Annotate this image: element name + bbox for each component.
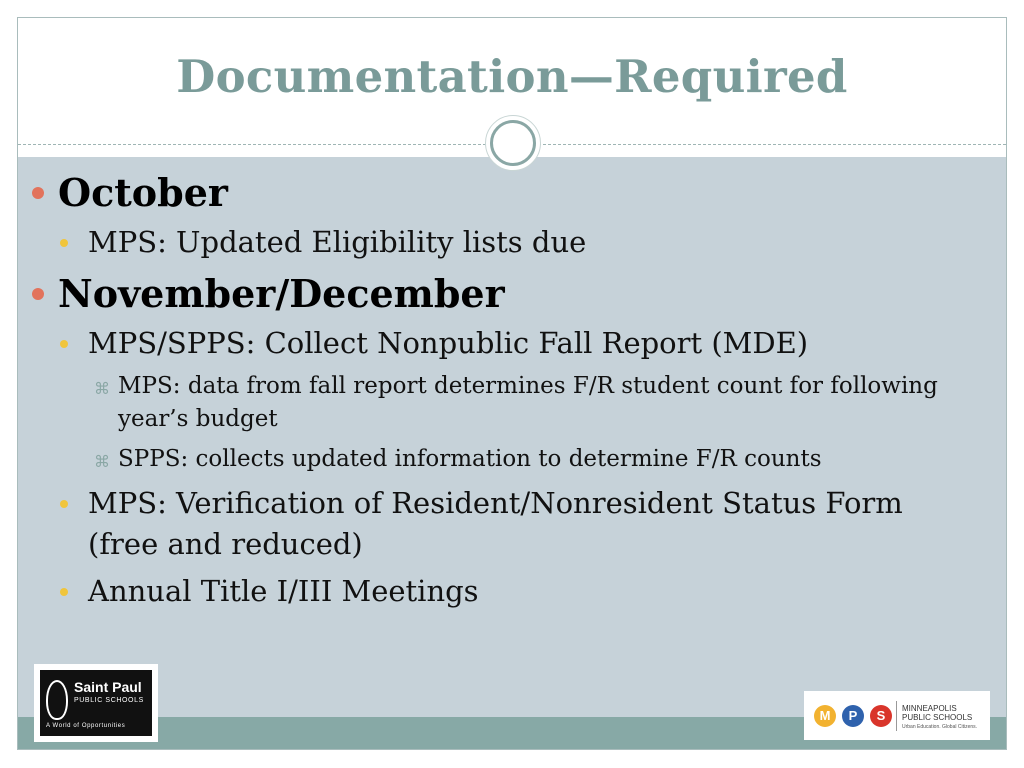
list-item-label: MPS/SPPS: Collect Nonpublic Fall Report (MDE) [88,326,809,360]
list-item [30,571,980,612]
dot-icon [32,187,44,199]
dot-icon [60,588,68,596]
s-circle-icon: S [870,705,892,727]
list-item-label: MPS: Verification of Resident/Nonresident Status Form (free and reduced) [88,486,903,561]
logo-name-line2: PUBLIC SCHOOLS [902,713,973,722]
logo-tagline: A World of Opportunities [46,723,126,729]
m-circle-icon: M [814,705,836,727]
list-item-label: MPS: Updated Eligibility lists due [88,225,587,259]
dot-icon [60,239,68,247]
list-item-label: November/December [58,271,505,316]
minneapolis-public-schools-logo [804,691,990,740]
list-item-november-december [30,271,980,317]
logo-name: Saint Paul [74,679,142,695]
logo-divider [896,701,897,731]
saint-paul-public-schools-logo [34,664,158,742]
logo-name-line1: MINNEAPOLIS [902,704,957,713]
list-item [30,370,980,436]
list-item [30,323,980,364]
logo-name [902,704,972,722]
list-item-label: October [58,170,228,215]
list-item-label: MPS: data from fall report determines F/R student count for following year’s budget [118,373,938,432]
bullet-list [30,162,980,618]
list-item [30,222,980,263]
list-item [30,483,980,565]
dot-icon [32,288,44,300]
dot-icon [60,500,68,508]
emblem-icon [46,680,68,720]
dot-icon [60,340,68,348]
x-mark-icon: ⌘ [94,452,110,471]
logo-tagline: Urban Education. Global Citizens. [902,724,978,730]
slide-title: Documentation—Required [176,50,848,103]
list-item-label: SPPS: collects updated information to determine F/R counts [118,446,822,472]
logo-subname: PUBLIC SCHOOLS [74,697,144,704]
saint-paul-logo-panel [40,670,152,736]
x-mark-icon: ⌘ [94,379,110,398]
list-item [30,443,980,476]
p-circle-icon: P [842,705,864,727]
list-item-label: Annual Title I/III Meetings [88,574,479,608]
list-item-october [30,170,980,216]
